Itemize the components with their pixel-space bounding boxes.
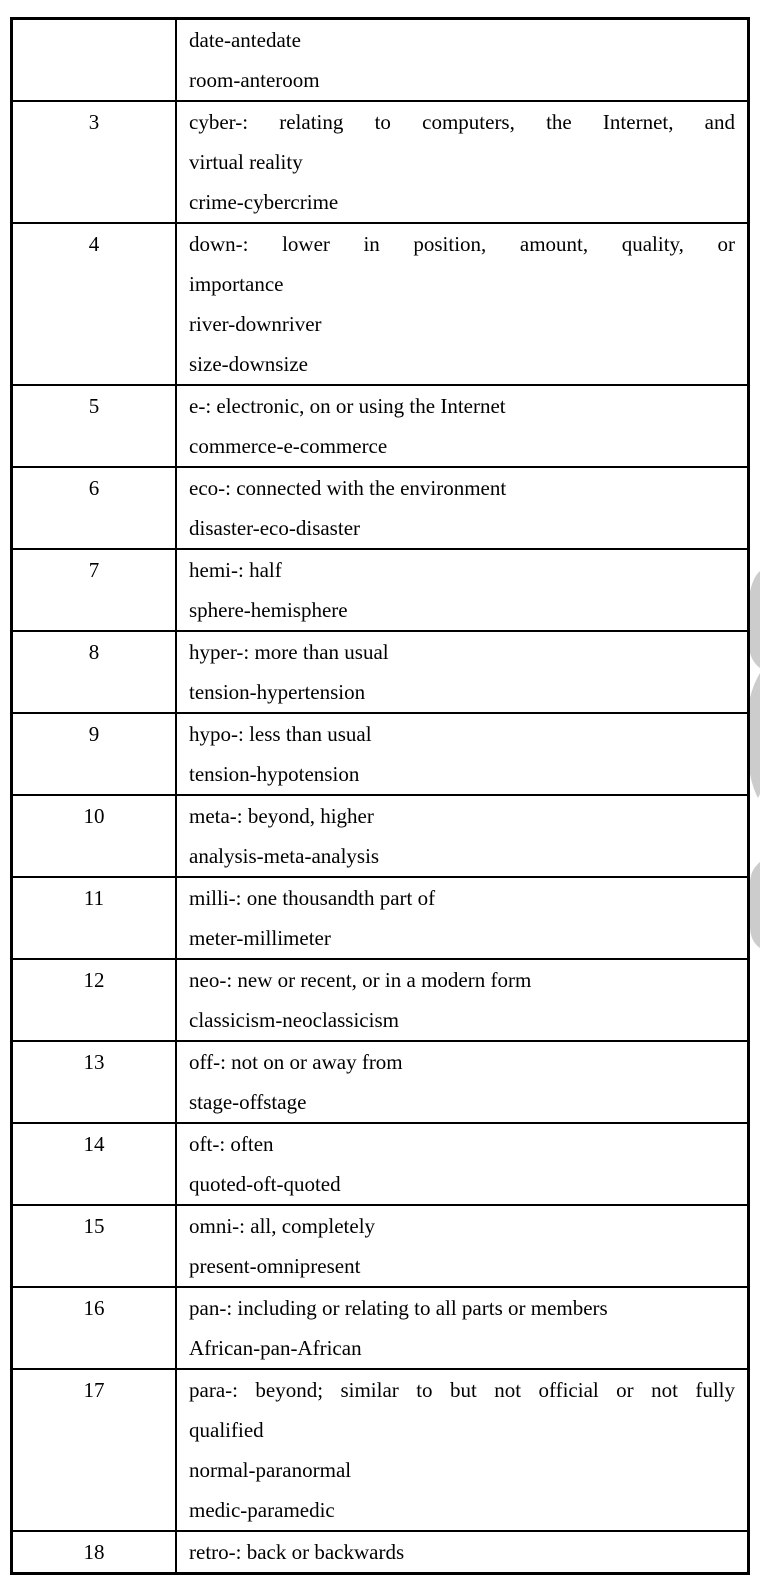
prefix-content-cell bbox=[176, 19, 749, 102]
prefix-number: 16 bbox=[83, 1296, 105, 1320]
cell-line: disaster-eco-disaster bbox=[189, 516, 361, 540]
table-row bbox=[12, 631, 749, 713]
prefix-number: 13 bbox=[83, 1050, 105, 1074]
prefix-number-cell bbox=[12, 467, 177, 549]
cell-line: classicism-neoclassicism bbox=[189, 1008, 399, 1032]
table-row bbox=[12, 549, 749, 631]
cell-line: e-: electronic, on or using the Internet bbox=[189, 394, 506, 418]
prefix-number: 8 bbox=[88, 640, 100, 664]
prefix-number: 7 bbox=[88, 558, 100, 582]
cell-line: present-omnipresent bbox=[189, 1254, 361, 1278]
cell-line: tension-hypotension bbox=[189, 762, 360, 786]
table-row bbox=[12, 223, 749, 385]
prefix-number-cell bbox=[12, 19, 177, 102]
prefix-content-cell bbox=[176, 1369, 749, 1531]
prefix-number-cell bbox=[12, 385, 177, 467]
prefix-number: 14 bbox=[83, 1132, 105, 1156]
table-row bbox=[12, 1531, 749, 1574]
prefix-number: 9 bbox=[88, 722, 100, 746]
cell-line: neo-: new or recent, or in a modern form bbox=[189, 968, 532, 992]
cell-line: commerce-e-commerce bbox=[189, 434, 388, 458]
table-row bbox=[12, 385, 749, 467]
cell-line: date-antedate bbox=[189, 28, 301, 52]
prefix-content-cell bbox=[176, 385, 749, 467]
prefix-number-cell bbox=[12, 1531, 177, 1574]
prefix-number: 17 bbox=[83, 1378, 105, 1402]
cell-line: oft-: often bbox=[189, 1132, 274, 1156]
prefix-number: 12 bbox=[83, 968, 105, 992]
cell-line: para-: beyond; similar to but not official or not fully bbox=[189, 1378, 735, 1402]
cell-line: medic-paramedic bbox=[189, 1498, 335, 1522]
table-row bbox=[12, 795, 749, 877]
prefix-number bbox=[13, 20, 175, 60]
prefix-number: 15 bbox=[83, 1214, 105, 1238]
prefix-number-cell bbox=[12, 223, 177, 385]
table-row bbox=[12, 1287, 749, 1369]
prefix-number-cell bbox=[12, 1205, 177, 1287]
watermark-fragment-icon bbox=[750, 862, 760, 948]
cell-line: importance bbox=[189, 272, 284, 296]
table-row bbox=[12, 1369, 749, 1531]
table-row bbox=[12, 713, 749, 795]
cell-line: sphere-hemisphere bbox=[189, 598, 348, 622]
cell-line: milli-: one thousandth part of bbox=[189, 886, 436, 910]
cell-line: hyper-: more than usual bbox=[189, 640, 389, 664]
prefix-content-cell bbox=[176, 959, 749, 1041]
prefix-number: 10 bbox=[83, 804, 105, 828]
cell-line: meter-millimeter bbox=[189, 926, 331, 950]
prefix-content-cell bbox=[176, 1531, 749, 1574]
prefix-number: 3 bbox=[88, 110, 100, 134]
prefix-content-cell bbox=[176, 101, 749, 223]
prefix-content-cell bbox=[176, 631, 749, 713]
cell-line: pan-: including or relating to all parts or members bbox=[189, 1296, 608, 1320]
cell-line: eco-: connected with the environment bbox=[189, 476, 507, 500]
cell-line: cyber-: relating to computers, the Internet, and bbox=[189, 110, 735, 134]
cell-line: down-: lower in position, amount, quality, or bbox=[189, 232, 735, 256]
prefix-number-cell bbox=[12, 959, 177, 1041]
table-row bbox=[12, 959, 749, 1041]
cell-line: stage-offstage bbox=[189, 1090, 307, 1114]
prefix-content-cell bbox=[176, 223, 749, 385]
table-row bbox=[12, 19, 749, 102]
prefix-number-cell bbox=[12, 795, 177, 877]
prefix-content-cell bbox=[176, 1123, 749, 1205]
prefix-number-cell bbox=[12, 1369, 177, 1531]
prefix-number-cell bbox=[12, 1123, 177, 1205]
prefix-number: 6 bbox=[88, 476, 100, 500]
prefix-content-cell bbox=[176, 467, 749, 549]
prefix-number: 4 bbox=[88, 232, 100, 256]
cell-line: hypo-: less than usual bbox=[189, 722, 372, 746]
table-row bbox=[12, 1041, 749, 1123]
cell-line: size-downsize bbox=[189, 352, 308, 376]
cell-line: African-pan-African bbox=[189, 1336, 362, 1360]
prefix-number-cell bbox=[12, 549, 177, 631]
table-row bbox=[12, 467, 749, 549]
prefix-number: 5 bbox=[88, 394, 100, 418]
cell-line: omni-: all, completely bbox=[189, 1214, 376, 1238]
prefix-content-cell bbox=[176, 795, 749, 877]
prefix-number-cell bbox=[12, 713, 177, 795]
table-row bbox=[12, 1123, 749, 1205]
prefix-number-cell bbox=[12, 1287, 177, 1369]
cell-line: qualified bbox=[189, 1418, 264, 1442]
cell-line: virtual reality bbox=[189, 150, 303, 174]
prefix-content-cell bbox=[176, 549, 749, 631]
prefix-number-cell bbox=[12, 631, 177, 713]
cell-line: meta-: beyond, higher bbox=[189, 804, 374, 828]
table-row bbox=[12, 877, 749, 959]
table-row bbox=[12, 101, 749, 223]
cell-line: normal-paranormal bbox=[189, 1458, 352, 1482]
prefix-content-cell bbox=[176, 1287, 749, 1369]
prefix-content-cell bbox=[176, 1041, 749, 1123]
cell-line: river-downriver bbox=[189, 312, 322, 336]
prefix-content-cell bbox=[176, 877, 749, 959]
cell-line: hemi-: half bbox=[189, 558, 282, 582]
cell-line: tension-hypertension bbox=[189, 680, 366, 704]
cell-line: crime-cybercrime bbox=[189, 190, 339, 214]
table-row bbox=[12, 1205, 749, 1287]
prefix-content-cell bbox=[176, 713, 749, 795]
cell-line: room-anteroom bbox=[189, 68, 320, 92]
cell-line: quoted-oft-quoted bbox=[189, 1172, 341, 1196]
cell-line: analysis-meta-analysis bbox=[189, 844, 380, 868]
prefix-content-cell bbox=[176, 1205, 749, 1287]
prefix-table bbox=[10, 17, 750, 1575]
cell-line: off-: not on or away from bbox=[189, 1050, 403, 1074]
prefix-number: 18 bbox=[83, 1540, 105, 1564]
prefix-number: 11 bbox=[83, 886, 105, 910]
cell-line: retro-: back or backwards bbox=[189, 1540, 405, 1564]
prefix-number-cell bbox=[12, 101, 177, 223]
prefix-number-cell bbox=[12, 1041, 177, 1123]
prefix-number-cell bbox=[12, 877, 177, 959]
